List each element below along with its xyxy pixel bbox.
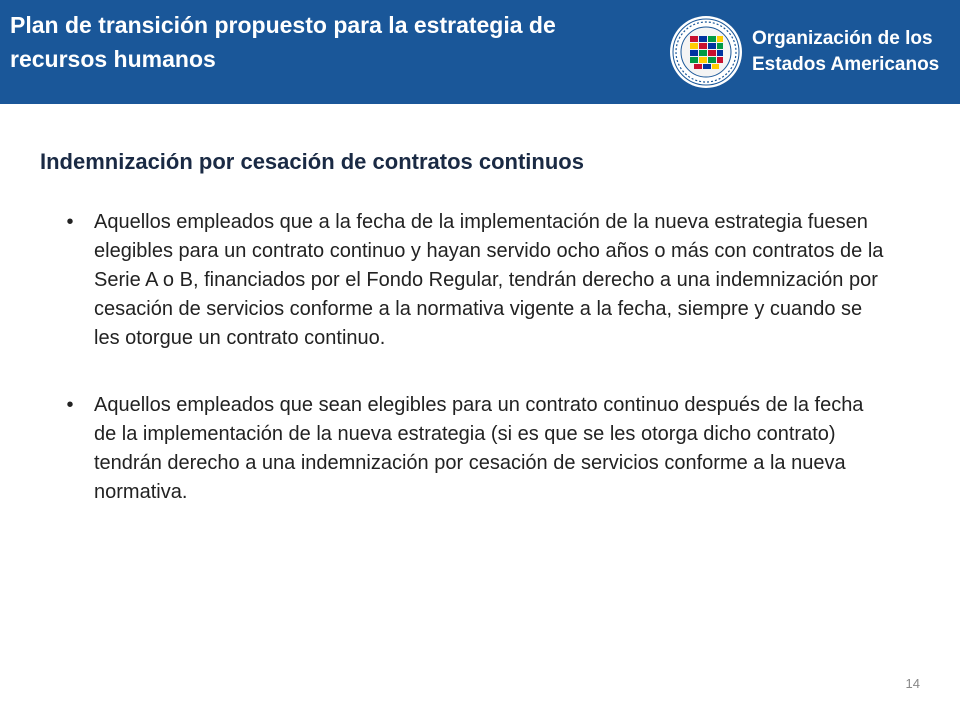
bullet-list: [60, 208, 890, 507]
bullet-text: Aquellos empleados que sean elegibles para un contrato continuo después de la fecha de la implementación de la nueva estrategia (si es que se les otorga dicho contrato) tendrán derecho a una indemnización por cesación de servicios conforme a la nueva normativa.: [94, 394, 864, 503]
header-bar: [0, 0, 960, 104]
bullet-item: [60, 391, 890, 507]
oas-seal-icon: [668, 14, 744, 90]
page-number: 14: [905, 676, 920, 691]
bullet-text: Aquellos empleados que a la fecha de la implementación de la nueva estrategia fuesen elegibles para un contrato continuo y hayan servido ocho años o más con contratos de la Serie A o B, financiados por el Fondo Regular, tendrán derecho a una indemnización por cesación de servicios conforme a la normativa vigente a la fecha, siempre y cuando se les otorgue un contrato continuo.: [94, 211, 884, 349]
slide-title: Plan de transición propuesto para la estrategia de recursos humanos: [10, 12, 556, 72]
bullet-dot-icon: •: [66, 211, 74, 233]
bullet-item: [60, 208, 890, 353]
bullet-dot-icon: •: [66, 394, 74, 416]
section-heading: Indemnización por cesación de contratos continuos: [40, 149, 584, 174]
organization-name: Organización de los Estados Americanos: [752, 28, 940, 75]
